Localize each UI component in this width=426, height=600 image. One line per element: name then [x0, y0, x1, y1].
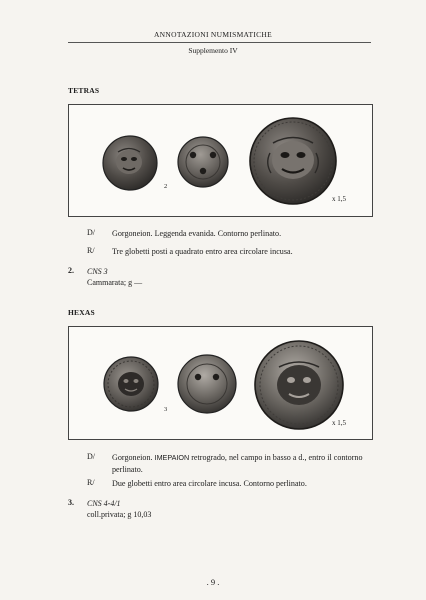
obverse-legend: IMEPAION [154, 453, 190, 462]
coin-photo-hexas [69, 327, 372, 439]
coin-photo-plate-hexas [68, 326, 373, 440]
coin-photo-plate-tetras [68, 104, 373, 217]
header-rule [68, 42, 371, 43]
obverse-description: Gorgoneion. Leggenda evanida. Contorno perlinato. [112, 229, 282, 238]
catalog-reference: CNS 3 [87, 267, 108, 276]
scale-note: x 1,5 [332, 195, 346, 203]
section-heading-tetras: TETRAS [68, 86, 100, 95]
coin-obverse-enlarged [255, 341, 343, 429]
catalog-entry-number: 2. [68, 266, 74, 275]
header-title: ANNOTAZIONI NUMISMATICHE [153, 30, 273, 39]
obverse-text-part-b: retrogrado, nel campo in basso a d., entro il contorno perlinato. [112, 453, 363, 474]
scale-note: x 1,5 [332, 419, 346, 427]
coin-reverse-pellets [178, 355, 236, 413]
obverse-label: D/ [87, 228, 95, 237]
section-heading-hexas: HEXAS [68, 308, 95, 317]
catalog-entry-number: 3. [68, 498, 74, 507]
coin-reverse-pellets [178, 137, 228, 187]
header-subtitle: Supplemento IV [188, 46, 238, 55]
reverse-description: Tre globetti posti a quadrato entro area circolare incusa. [112, 247, 293, 256]
reverse-label: R/ [87, 246, 95, 255]
coin-obverse-enlarged [250, 118, 336, 204]
coin-obverse-small [104, 357, 158, 411]
obverse-text-part-a: Gorgoneion. [112, 453, 155, 462]
obverse-description [112, 452, 370, 476]
reverse-label: R/ [87, 478, 95, 487]
catalog-detail: coll.privata; g 10,03 [87, 510, 152, 519]
page-number: . 9 . [206, 577, 220, 587]
catalog-detail: Cammarata; g — [87, 278, 143, 287]
figure-number: 2 [164, 183, 168, 190]
coin-obverse-small [103, 136, 157, 190]
figure-number: 3 [164, 406, 168, 413]
coin-photo-tetras [69, 105, 372, 216]
reverse-description: Due globetti entro area circolare incusa. Contorno perlinato. [112, 479, 307, 488]
catalog-reference: CNS 4-4/1 [87, 499, 121, 508]
obverse-label: D/ [87, 452, 95, 461]
